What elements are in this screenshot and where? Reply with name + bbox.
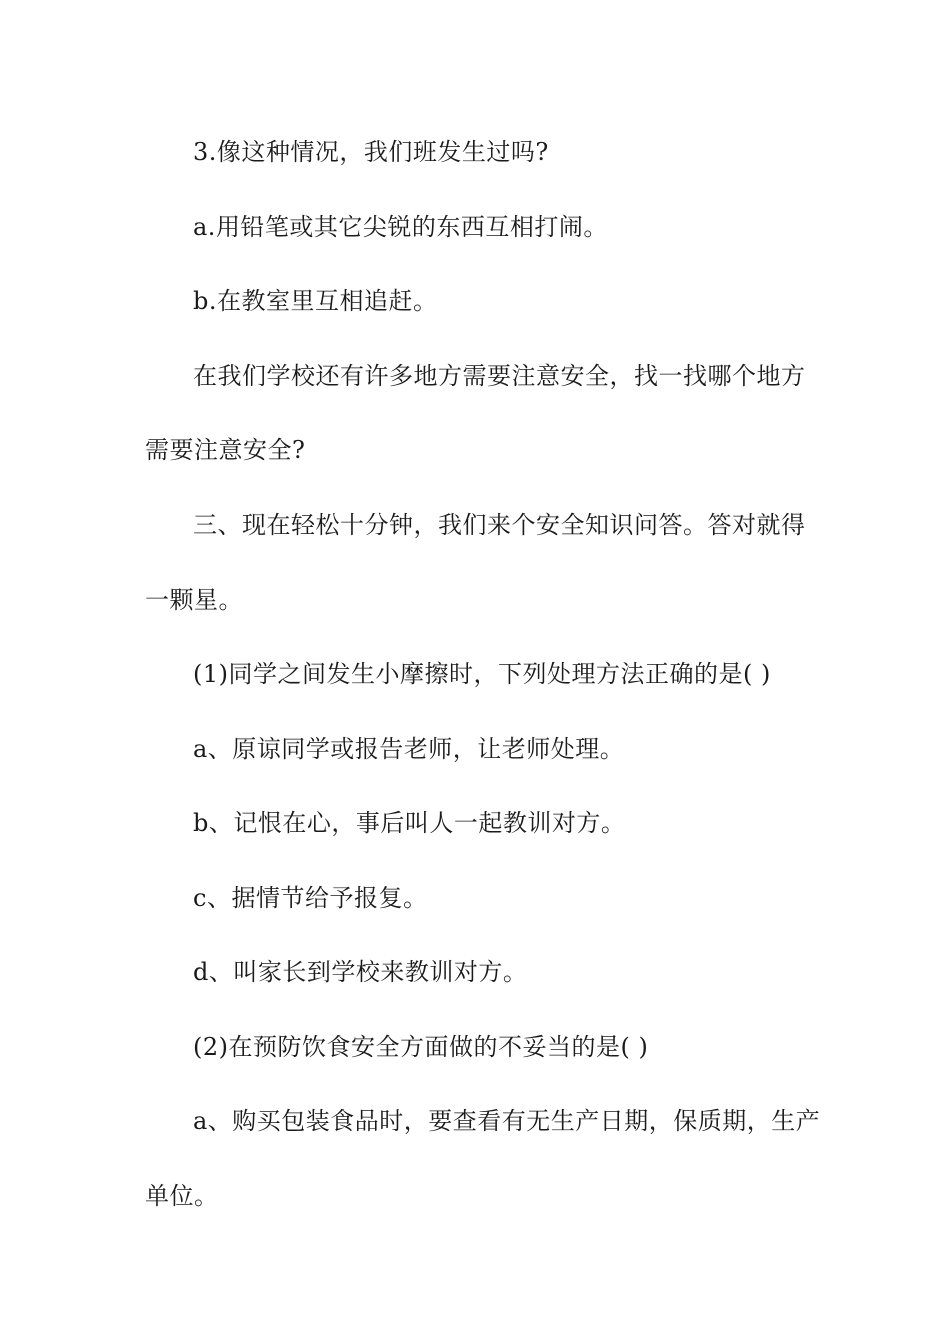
question-3-text: 3.像这种情况，我们班发生过吗? (193, 138, 549, 166)
option-a-text: a.用铅笔或其它尖锐的东西互相打闹。 (193, 213, 608, 241)
option-b-text: b.在教室里互相追赶。 (193, 287, 438, 315)
quiz-question-1: (1)同学之间发生小摩擦时，下列处理方法正确的是( ) (193, 660, 771, 688)
quiz-question-2-option-a-line-2: 单位。 (145, 1182, 219, 1210)
paragraph-school-safety-line-1: 在我们学校还有许多地方需要注意安全，找一找哪个地方 (193, 362, 806, 390)
quiz-question-1-option-c: c、据情节给予报复。 (193, 884, 428, 912)
quiz-question-1-option-a: a、原谅同学或报告老师，让老师处理。 (193, 735, 625, 763)
section-3-heading-line-1: 三、现在轻松十分钟，我们来个安全知识问答。答对就得 (193, 511, 806, 539)
quiz-question-2: (2)在预防饮食安全方面做的不妥当的是( ) (193, 1033, 649, 1061)
section-3-heading-line-2: 一颗星。 (145, 586, 243, 614)
quiz-question-2-option-a-line-1: a、购买包装食品时，要查看有无生产日期，保质期，生产 (193, 1107, 821, 1135)
quiz-question-1-option-b: b、记恨在心，事后叫人一起教训对方。 (193, 809, 626, 837)
paragraph-school-safety-line-2: 需要注意安全? (145, 436, 306, 464)
quiz-question-1-option-d: d、叫家长到学校来教训对方。 (193, 958, 528, 986)
